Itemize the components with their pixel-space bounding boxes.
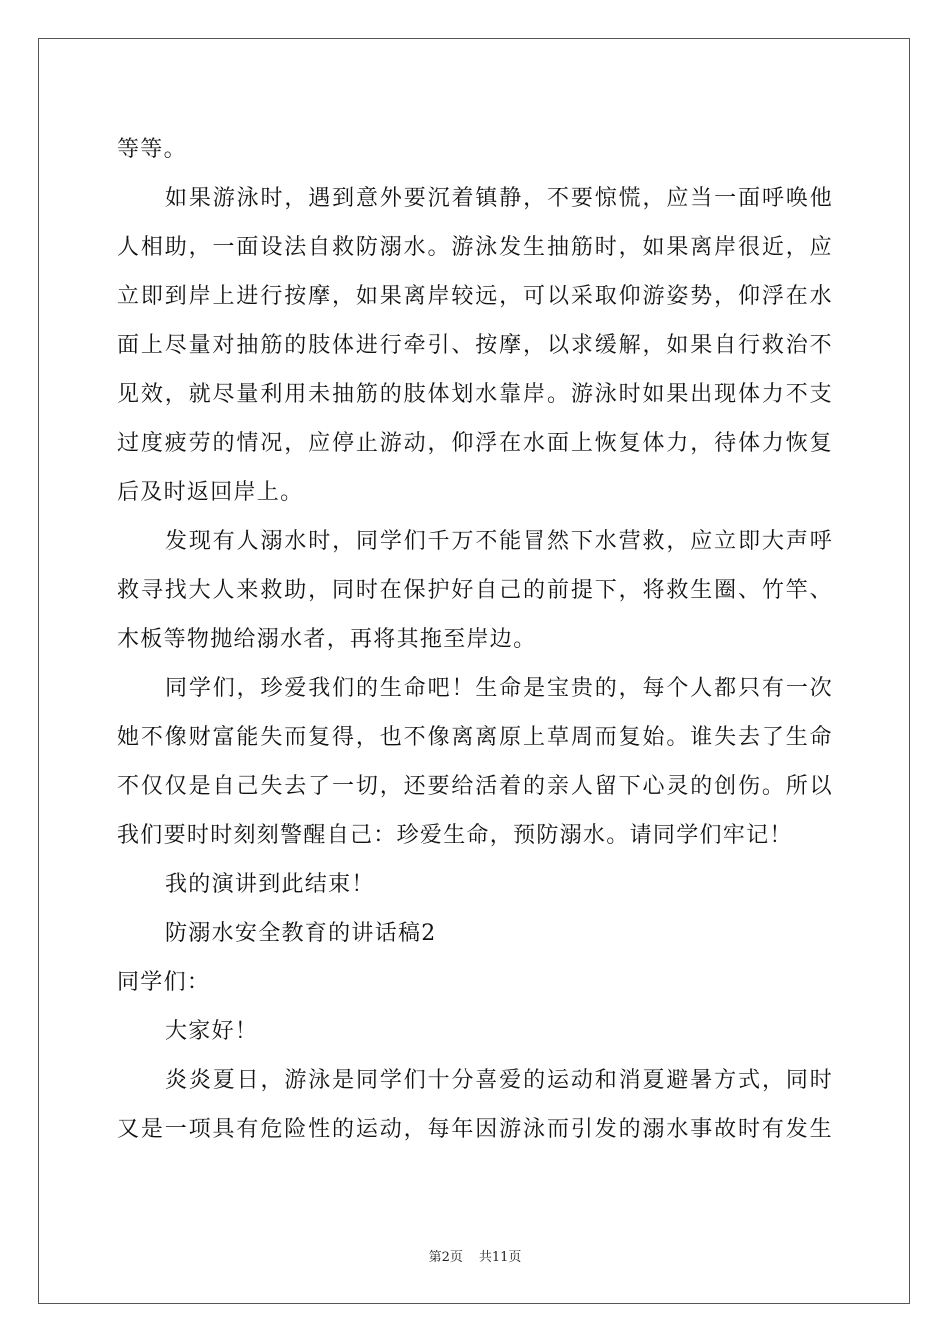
text-line: 救寻找大人来救助，同时在保护好自己的前提下，将救生圈、竹竿、	[117, 578, 833, 603]
text-line: 我们要时时刻刻警醒自己：珍爱生命，预防溺水。请同学们牢记！	[117, 823, 793, 848]
text-line: 防溺水安全教育的讲话稿2	[165, 921, 437, 946]
text-line: 过度疲劳的情况，应停止游动，仰浮在水面上恢复体力，待体力恢复	[117, 431, 833, 456]
text-line: 面上尽量对抽筋的肢体进行牵引、按摩，以求缓解，如果自行救治不	[117, 333, 833, 358]
text-line: 同学们：	[117, 970, 211, 995]
text-line: 见效，就尽量利用未抽筋的肢体划水靠岸。游泳时如果出现体力不支	[117, 382, 833, 407]
text-line: 人相助，一面设法自救防溺水。游泳发生抽筋时，如果离岸很近，应	[117, 235, 833, 260]
text-line: 炎炎夏日，游泳是同学们十分喜爱的运动和消夏避暑方式，同时	[165, 1068, 833, 1093]
page-footer	[0, 1246, 950, 1265]
page-number: 第2页	[428, 1250, 463, 1265]
text-line: 大家好！	[165, 1019, 259, 1044]
text-line: 如果游泳时，遇到意外要沉着镇静，不要惊慌，应当一面呼唤他	[165, 186, 833, 211]
text-line: 木板等物抛给溺水者，再将其拖至岸边。	[117, 627, 537, 652]
text-line: 我的演讲到此结束！	[165, 872, 375, 897]
text-line: 发现有人溺水时，同学们千万不能冒然下水营救，应立即大声呼	[165, 529, 833, 554]
text-line: 同学们，珍爱我们的生命吧！生命是宝贵的，每个人都只有一次	[165, 676, 833, 701]
text-line: 不仅仅是自己失去了一切，还要给活着的亲人留下心灵的创伤。所以	[117, 774, 833, 799]
text-line: 等等。	[117, 137, 187, 162]
document-body	[117, 125, 833, 1154]
text-line: 后及时返回岸上。	[117, 480, 304, 505]
text-line: 她不像财富能失而复得，也不像离离原上草周而复始。谁失去了生命	[117, 725, 833, 750]
page-total: 共11页	[478, 1250, 522, 1265]
text-line: 立即到岸上进行按摩，如果离岸较远，可以采取仰游姿势，仰浮在水	[117, 284, 833, 309]
text-line: 又是一项具有危险性的运动，每年因游泳而引发的溺水事故时有发生	[117, 1117, 833, 1142]
